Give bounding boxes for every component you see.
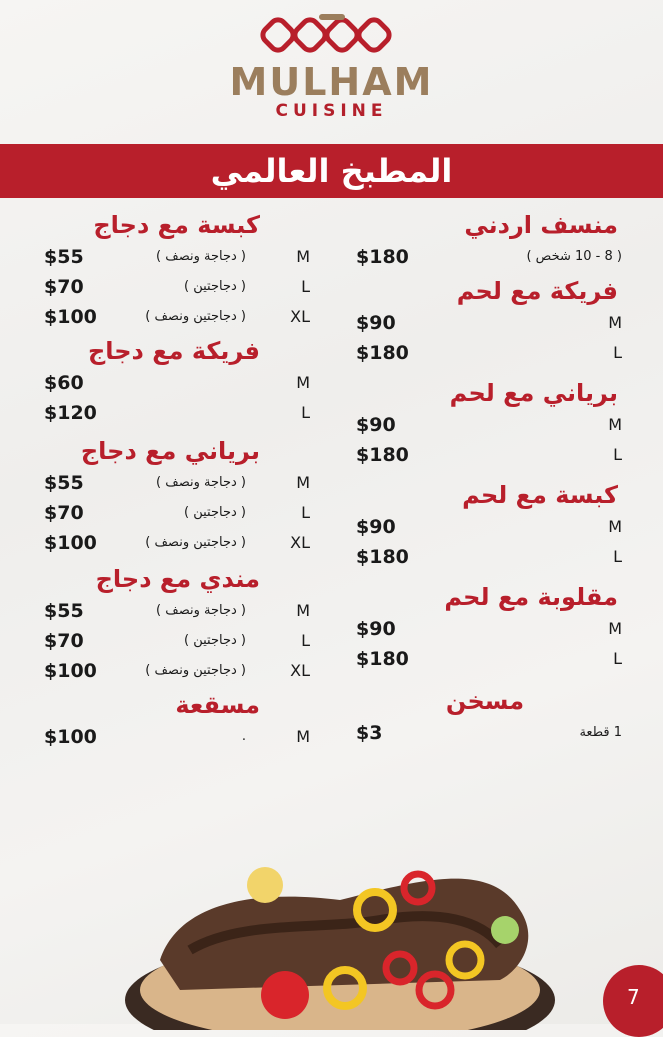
item-price: $180 [356,444,409,466]
item-size: M [296,373,310,392]
item-portion-note: ( دجاجتين ونصف ) [145,663,246,678]
item-price: $120 [44,402,97,424]
item-size: XL [290,533,310,552]
item-price: $3 [356,722,383,744]
item-price: $55 [44,600,84,622]
item-size: M [608,619,622,638]
item-price: $100 [44,306,97,328]
item-price: $180 [356,342,409,364]
menu-section-title: فريكة مع لحم [456,277,618,305]
item-portion-note: ( دجاجتين ) [184,633,246,648]
menu-item-row [40,398,310,428]
menu-item-row [40,528,310,558]
menu-section-title: برياني مع دجاج [80,437,260,465]
menu-item-row [40,302,310,332]
menu-section-title: برياني مع لحم [449,379,618,407]
menu-item-row [352,644,622,674]
menu-item-row [352,512,622,542]
menu-item-row [40,368,310,398]
menu-section-title: فريكة مع دجاج [87,337,260,365]
menu-item-row [40,722,310,752]
item-price: $100 [44,726,97,748]
item-size: XL [290,661,310,680]
item-portion-note: ( دجاجتين ونصف ) [145,309,246,324]
item-size: M [608,415,622,434]
item-portion-note: ( دجاجة ونصف ) [156,603,246,618]
item-size: M [296,601,310,620]
menu-section-title: مسقعة [175,691,260,719]
item-price: $90 [356,618,396,640]
food-photo [120,850,560,1030]
menu-item-row [40,596,310,626]
item-price: $180 [356,648,409,670]
knot-emblem-icon [257,14,407,58]
item-portion-note: ( دجاجتين ونصف ) [145,535,246,550]
menu-item-row [40,498,310,528]
item-size: M [296,247,310,266]
menu-item-row [40,242,310,272]
menu-item-row [40,468,310,498]
item-size: L [613,343,622,362]
item-price: $70 [44,502,84,524]
item-portion-note: ( دجاجتين ) [184,505,246,520]
item-portion-note: ( دجاجة ونصف ) [156,249,246,264]
menu-section-title: مسخن [445,687,525,715]
menu-section-title: مقلوبة مع لحم [444,583,618,611]
menu-item-row [352,242,622,272]
item-price: $70 [44,630,84,652]
item-size: M [608,313,622,332]
menu-item-row [352,338,622,368]
section-banner: المطبخ العالمي [0,144,663,198]
menu-item-row [352,718,622,748]
menu-item-row [40,626,310,656]
menu-item-row [352,614,622,644]
item-size: L [301,277,310,296]
brand-logo [0,14,663,120]
item-size: M [608,517,622,536]
item-price: $180 [356,246,409,268]
item-portion-note: ( دجاجتين ) [184,279,246,294]
item-size: XL [290,307,310,326]
item-size: L [613,445,622,464]
item-size: L [613,649,622,668]
brand-name: MULHAM [229,60,434,104]
item-price: $100 [44,532,97,554]
menu-section-title: مندي مع دجاج [95,565,260,593]
item-size: L [301,631,310,650]
item-portion-note: ( دجاجة ونصف ) [156,475,246,490]
menu-column-chicken [40,208,310,752]
item-portion-note: 1 قطعة [579,725,622,740]
item-price: $180 [356,546,409,568]
menu-section-title: منسف اردني [464,211,618,239]
item-price: $55 [44,246,84,268]
item-portion-note: . [241,729,246,744]
item-price: $90 [356,516,396,538]
item-size: L [301,503,310,522]
item-portion-note: ( 8 - 10 شخص ) [526,249,622,264]
item-price: $90 [356,312,396,334]
item-size: M [296,727,310,746]
item-price: $60 [44,372,84,394]
item-price: $70 [44,276,84,298]
menu-section-title: كبسة مع دجاج [93,211,260,239]
item-price: $100 [44,660,97,682]
menu-column-meat [352,208,622,748]
page-number-badge: 7 [603,965,663,1037]
menu-item-row [352,440,622,470]
menu-item-row [40,272,310,302]
item-size: L [613,547,622,566]
menu-item-row [352,308,622,338]
item-price: $90 [356,414,396,436]
menu-section-title: كبسة مع لحم [462,481,618,509]
item-size: M [296,473,310,492]
item-size: L [301,403,310,422]
menu-item-row [352,410,622,440]
menu-item-row [352,542,622,572]
menu-item-row [40,656,310,686]
item-price: $55 [44,472,84,494]
brand-subtitle: CUISINE [275,101,388,121]
